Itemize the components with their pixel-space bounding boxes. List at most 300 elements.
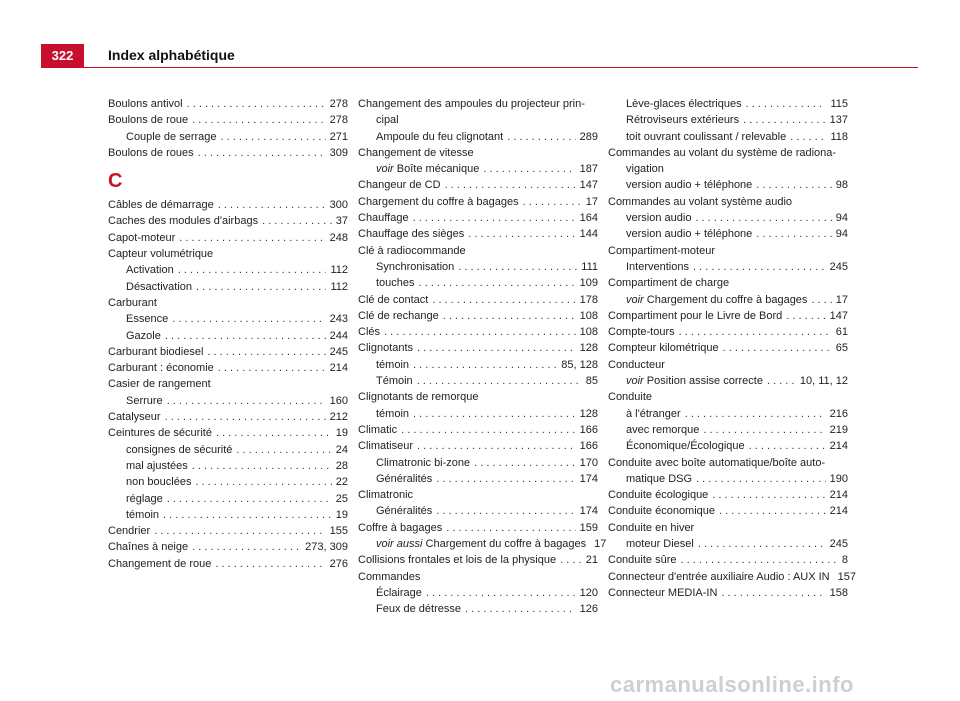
index-entry-page: 24: [335, 443, 348, 456]
index-entry: [358, 389, 598, 405]
dot-leader: [165, 328, 326, 344]
index-entry-page: 111: [581, 260, 598, 273]
index-entry-label: version audio + téléphone: [626, 179, 753, 192]
dot-leader: [721, 585, 825, 601]
index-entry: [108, 491, 348, 507]
index-entry-page: 219: [829, 423, 848, 436]
index-entry-page: 309: [329, 146, 348, 159]
index-entry-label: Compartiment-moteur: [608, 244, 715, 257]
index-entry-page: 166: [579, 440, 598, 453]
index-entry-page: 25: [335, 492, 348, 505]
index-entry-page: 19: [335, 427, 348, 440]
dot-leader: [465, 601, 576, 617]
index-entry-label: Gazole: [126, 329, 161, 342]
index-entry-label: témoin: [376, 407, 410, 420]
index-entry-page: 159: [579, 521, 598, 534]
index-entry: [108, 442, 348, 458]
index-entry: [608, 536, 848, 552]
index-entry-label: Casier de rangement: [108, 378, 211, 391]
index-entry: [358, 308, 598, 324]
dot-leader: [743, 112, 826, 128]
index-entry: [608, 438, 848, 454]
dot-leader: [178, 262, 327, 278]
index-entry-page: 248: [329, 231, 348, 244]
index-entry: [608, 389, 848, 405]
index-entry-label: Caches des modules d'airbags: [108, 215, 259, 228]
index-entry-label: Boulons antivol: [108, 98, 183, 110]
index-entry-page: 166: [579, 423, 598, 436]
index-entry-label: Boulons de roues: [108, 146, 194, 159]
index-entry-page: 276: [329, 557, 348, 570]
dot-leader: [786, 308, 825, 324]
dot-leader: [685, 406, 826, 422]
dot-leader: [262, 213, 332, 229]
index-entry-page: 147: [579, 179, 598, 192]
index-entry: [358, 210, 598, 226]
index-entry: [358, 259, 598, 275]
index-entry: [608, 194, 848, 210]
index-entry: [358, 292, 598, 308]
index-entry-page: 65: [835, 342, 848, 355]
dot-leader: [446, 520, 575, 536]
index-entry: [108, 458, 348, 474]
index-entry-page: 214: [329, 362, 348, 375]
header-rule: [84, 67, 918, 68]
index-entry-page: 108: [579, 326, 598, 339]
index-entry-label: Commandes: [358, 570, 421, 583]
index-entry-page: 8: [841, 554, 848, 567]
index-entry-label: Capot-moteur: [108, 231, 176, 244]
index-entry: [108, 425, 348, 441]
dot-leader: [192, 112, 326, 128]
dot-leader: [419, 275, 576, 291]
index-entry: [358, 503, 598, 519]
index-entry: [608, 406, 848, 422]
index-entry-page: 216: [829, 407, 848, 420]
index-entry: [108, 96, 348, 112]
dot-leader: [468, 226, 575, 242]
index-entry-label: Conduite économique: [608, 505, 716, 518]
index-column-2: [358, 96, 607, 618]
index-entry-page: 157: [837, 570, 856, 583]
index-entry-label: Climatiseur: [358, 440, 414, 453]
index-entry-label: Chargement du coffre à bagages: [358, 195, 519, 208]
index-entry: [608, 226, 848, 242]
index-entry-label: Feux de détresse: [376, 603, 461, 616]
index-entry: [108, 197, 348, 213]
index-entry-label: Interventions: [626, 260, 689, 273]
index-entry-label: Catalyseur: [108, 411, 161, 424]
dot-leader: [703, 422, 825, 438]
dot-leader: [165, 409, 326, 425]
index-entry-page: 245: [329, 345, 348, 358]
index-entry: [358, 471, 598, 487]
index-entry-label: Conduite sûre: [608, 554, 677, 567]
index-entry-label: Commandes au volant système audio: [608, 195, 793, 208]
index-entry-label: témoin: [376, 358, 410, 371]
index-entry: Ampoule du feu clignotant . . . 289: [358, 129, 598, 145]
index-entry: [608, 503, 848, 519]
index-entry-label: version audio + téléphone: [626, 228, 753, 241]
dot-leader: [436, 503, 575, 519]
index-entry: [108, 474, 348, 490]
index-entry: [608, 324, 848, 340]
index-entry-label: Carburant biodiesel: [108, 345, 204, 358]
index-entry: [608, 520, 848, 536]
dot-leader: [790, 129, 826, 145]
index-entry: [108, 262, 348, 278]
index-entry-label: Synchronisation: [376, 260, 455, 273]
dot-leader: [167, 393, 326, 409]
index-entry-page: 158: [829, 586, 848, 599]
index-entry-label: avec remorque: [626, 423, 700, 436]
index-entry-page: 243: [329, 313, 348, 326]
index-entry-see: voir Boîte mécanique . . . 187: [358, 161, 598, 177]
index-entry-page: 147: [829, 309, 848, 322]
dot-leader: [723, 340, 832, 356]
index-entry-page: 109: [579, 277, 598, 290]
index-entry-page: 112: [330, 264, 348, 277]
index-entry: [608, 552, 848, 568]
index-entry-page: 115: [830, 98, 848, 110]
index-entry: [608, 259, 848, 275]
index-entry-heading: Commandes au volant du système de radiona- vigation: [608, 146, 837, 176]
index-entry-page: 214: [829, 505, 848, 518]
dot-leader: [207, 344, 325, 360]
index-entry: [358, 406, 598, 422]
dot-leader: [693, 259, 826, 275]
index-entry: [108, 539, 348, 555]
index-entry: [358, 373, 598, 389]
index-entry: [108, 279, 348, 295]
index-entry-label: Désactivation: [126, 280, 193, 293]
index-entry-page: 278: [329, 98, 348, 110]
dot-leader: [417, 438, 576, 454]
index-entry-label: Climatronic: [358, 489, 414, 502]
dot-leader: [215, 556, 325, 572]
page-number: 322: [41, 44, 84, 68]
index-entry-page: 19: [335, 508, 348, 521]
index-entry-label: toit ouvrant coulissant / relevable: [626, 130, 787, 143]
index-entry-page: 214: [829, 440, 848, 453]
index-column-3: [608, 96, 856, 601]
index-entry-page: 245: [829, 260, 848, 273]
dot-leader: [216, 425, 332, 441]
index-entry: [608, 112, 848, 128]
index-entry: [358, 422, 598, 438]
dot-leader: [681, 552, 838, 568]
index-entry-page: 273, 309: [305, 541, 348, 554]
index-entry-page: 85, 128: [561, 358, 598, 371]
index-entry-label: Activation: [126, 264, 174, 277]
index-entry: [108, 112, 348, 128]
index-entry: [108, 230, 348, 246]
index-entry: [358, 324, 598, 340]
index-entry-label: Généralités: [376, 505, 433, 518]
index-entry: [108, 556, 348, 572]
dot-leader: [679, 324, 832, 340]
index-entry-label: Chauffage: [358, 212, 409, 225]
index-entry-see: voir Position assise correcte . . . 10, 11, 12: [608, 373, 848, 389]
index-entry-label: mal ajustées: [126, 459, 188, 472]
watermark: carmanualsonline.info: [610, 672, 854, 697]
index-entry-label: Clignotants: [358, 342, 414, 355]
index-entry-page: 126: [579, 603, 598, 616]
index-entry: [358, 243, 598, 259]
dot-leader: [195, 474, 331, 490]
dot-leader: [163, 507, 332, 523]
index-entry-page: 212: [329, 411, 348, 424]
index-entry-page: 174: [579, 472, 598, 485]
index-entry: [108, 246, 348, 262]
index-entry: [608, 275, 848, 291]
dot-leader: [154, 523, 325, 539]
dot-leader: [172, 311, 325, 327]
index-entry: [108, 393, 348, 409]
index-entry-label: Rétroviseurs extérieurs: [626, 114, 740, 127]
index-entry-page: 174: [579, 505, 598, 518]
index-entry-page: 37: [335, 215, 348, 228]
dot-leader: [413, 210, 576, 226]
index-entry: [108, 213, 348, 229]
index-entry: [108, 145, 348, 161]
index-entry: [358, 275, 598, 291]
index-entry-page: 300: [329, 199, 348, 212]
index-entry-label: Cendrier: [108, 525, 151, 538]
dot-leader: [417, 340, 576, 356]
index-entry: [358, 340, 598, 356]
index-entry-page: 170: [579, 456, 598, 469]
dot-leader: [695, 210, 831, 226]
index-entry-label: Chaînes à neige: [108, 541, 189, 554]
index-entry-page: 244: [329, 329, 348, 342]
dot-leader: [218, 360, 326, 376]
dot-leader: [426, 585, 576, 601]
index-entry: [358, 585, 598, 601]
index-entry: [608, 340, 848, 356]
page-header: [0, 0, 960, 72]
index-entry: [108, 129, 348, 145]
index-entry-label: Conduite écologique: [608, 489, 709, 502]
index-entry-label: Connecteur MEDIA-IN: [608, 586, 718, 599]
index-entry: [358, 487, 598, 503]
index-entry: [108, 344, 348, 360]
dot-leader: [167, 491, 332, 507]
index-entry-page: 128: [579, 342, 598, 355]
index-entry: [108, 523, 348, 539]
index-entry: Changement de vitesse: [358, 146, 474, 159]
index-entry: [358, 438, 598, 454]
index-entry-label: Carburant : économie: [108, 362, 214, 375]
index-entry: [608, 569, 856, 585]
index-entry-label: Compartiment de charge: [608, 277, 730, 290]
index-entry: [608, 210, 848, 226]
dot-leader: [749, 438, 826, 454]
dot-leader: [712, 487, 825, 503]
index-entry-label: Compteur kilométrique: [608, 342, 719, 355]
index-entry-label: Climatronic bi-zone: [376, 456, 471, 469]
index-entry-page: 108: [579, 309, 598, 322]
index-entry-label: Économique/Écologique: [626, 440, 745, 453]
index-entry-label: Lève-glaces électriques: [626, 98, 742, 110]
index-entry: [608, 357, 848, 373]
index-entry-heading: Conduite avec boîte automatique/boîte auto- matique DSG . . . 190: [608, 455, 848, 488]
index-entry: [608, 308, 848, 324]
index-entry: [358, 455, 598, 471]
index-entry-page: 22: [335, 476, 348, 489]
index-entry: [108, 311, 348, 327]
index-entry-label: Boulons de roue: [108, 114, 189, 127]
index-entry: [358, 520, 598, 536]
index-entry-label: touches: [376, 277, 415, 290]
index-entry-page: 160: [329, 394, 348, 407]
dot-leader: [756, 177, 831, 193]
index-entry: [108, 328, 348, 344]
index-entry: [608, 243, 848, 259]
index-entry-label: Clignotants de remorque: [358, 391, 479, 404]
dot-leader: [221, 129, 326, 145]
index-entry: [358, 569, 598, 585]
dot-leader: [698, 536, 826, 552]
dot-leader: [413, 357, 557, 373]
index-entry: [608, 96, 848, 112]
index-entry-label: Compartiment pour le Livre de Bord: [608, 309, 783, 322]
index-entry-heading: Changement des ampoules du projecteur prin- cipal: [358, 98, 585, 127]
index-entry-label: non bouclées: [126, 476, 192, 489]
index-entry: [358, 552, 598, 568]
index-entry-page: 28: [335, 459, 348, 472]
index-entry-page: 271: [329, 130, 348, 143]
index-entry-label: Conducteur: [608, 358, 665, 371]
index-entry: [358, 601, 598, 617]
index-entry: [608, 129, 848, 145]
index-entry-page: 155: [329, 525, 348, 538]
index-entry-page: 17: [585, 195, 598, 208]
dot-leader: [445, 177, 576, 193]
dot-leader: [192, 458, 332, 474]
dot-leader: [746, 96, 827, 112]
index-entry-label: Câbles de démarrage: [108, 199, 214, 212]
index-entry-page: 137: [829, 114, 848, 127]
index-entry-label: Serrure: [126, 394, 163, 407]
index-entry: [108, 376, 348, 392]
index-entry-label: Chauffage des sièges: [358, 228, 465, 241]
index-column-1: [108, 96, 348, 572]
index-entry-label: Couple de serrage: [126, 130, 217, 143]
index-entry-label: version audio: [626, 212, 692, 225]
index-entry: [608, 177, 848, 193]
dot-leader: [413, 406, 576, 422]
index-entry-label: Clés: [358, 326, 381, 339]
dot-leader: [179, 230, 325, 246]
index-entry-label: Compte-tours: [608, 326, 675, 339]
index-entry: [608, 585, 848, 601]
index-entry-label: Éclairage: [376, 586, 422, 599]
dot-leader: [474, 455, 575, 471]
index-entry-label: Coffre à bagages: [358, 521, 443, 534]
index-entry-page: 112: [330, 280, 348, 293]
dot-leader: [560, 552, 582, 568]
index-entry-page: 245: [829, 538, 848, 551]
dot-leader: [198, 145, 326, 161]
dot-leader: [187, 96, 326, 112]
index-entry-page: 118: [830, 130, 848, 143]
index-entry-label: Clé à radiocommande: [358, 244, 466, 257]
index-entry-page: 85: [585, 375, 598, 388]
index-entry-page: 144: [579, 228, 598, 241]
index-entry-label: Clé de contact: [358, 293, 429, 306]
index-entry-label: Conduite: [608, 391, 653, 404]
index-entry-page: 178: [579, 293, 598, 306]
index-entry-page: 94: [835, 212, 848, 225]
index-entry-see: voir Chargement du coffre à bagages . . . 17: [608, 292, 848, 308]
index-entry: [108, 360, 348, 376]
dot-leader: [192, 539, 301, 555]
index-entry-page: 120: [579, 586, 598, 599]
index-entry-label: Conduite en hiver: [608, 521, 695, 534]
index-entry-label: Changeur de CD: [358, 179, 441, 192]
index-entry-page: 278: [329, 114, 348, 127]
index-entry: [108, 409, 348, 425]
index-entry-label: témoin: [126, 508, 160, 521]
index-entry-label: Clé de rechange: [358, 309, 439, 322]
index-entry: [108, 507, 348, 523]
dot-leader: [218, 197, 326, 213]
index-entry-label: Capteur volumétrique: [108, 248, 214, 261]
dot-leader: [432, 292, 575, 308]
index-entry: [608, 422, 848, 438]
index-entry: [358, 357, 598, 373]
index-entry-page: 214: [829, 489, 848, 502]
index-entry-page: 164: [579, 212, 598, 225]
section-letter: C: [108, 170, 123, 193]
index-entry-label: réglage: [126, 492, 163, 505]
index-entry: [358, 194, 598, 210]
index-entry-label: Climatic: [358, 423, 398, 436]
index-entry-label: Carburant: [108, 296, 157, 309]
index-entry-label: Essence: [126, 313, 169, 326]
index-entry-page: 61: [835, 326, 848, 339]
index-entry-label: à l'étranger: [626, 407, 681, 420]
dot-leader: [196, 279, 326, 295]
index-entry-page: 21: [585, 554, 598, 567]
index-entry: [358, 226, 598, 242]
index-entry-page: 94: [835, 228, 848, 241]
dot-leader: [756, 226, 831, 242]
index-entry: [608, 487, 848, 503]
dot-leader: [719, 503, 826, 519]
index-entry: [358, 177, 598, 193]
index-entry-page: 128: [579, 407, 598, 420]
index-entry-page: 98: [835, 179, 848, 192]
dot-leader: [384, 324, 576, 340]
index-entry-label: Collisions frontales et lois de la physique: [358, 554, 557, 567]
index-entry-label: consignes de sécurité: [126, 443, 233, 456]
dot-leader: [443, 308, 576, 324]
dot-leader: [417, 373, 582, 389]
index-entry-label: Témoin: [376, 375, 413, 388]
page-title: Index alphabétique: [108, 47, 235, 63]
index-entry-label: Généralités: [376, 472, 433, 485]
index-entry-label: Ceintures de sécurité: [108, 427, 212, 440]
dot-leader: [236, 442, 331, 458]
index-entry-label: Changement de roue: [108, 557, 212, 570]
index-entry-see-also: voir aussi Chargement du coffre à bagages 17: [376, 538, 607, 551]
dot-leader: [436, 471, 575, 487]
index-entry-label: Connecteur d'entrée auxiliaire Audio : AUX IN: [608, 570, 830, 583]
index-entry-label: moteur Diesel: [626, 538, 694, 551]
dot-leader: [458, 259, 577, 275]
